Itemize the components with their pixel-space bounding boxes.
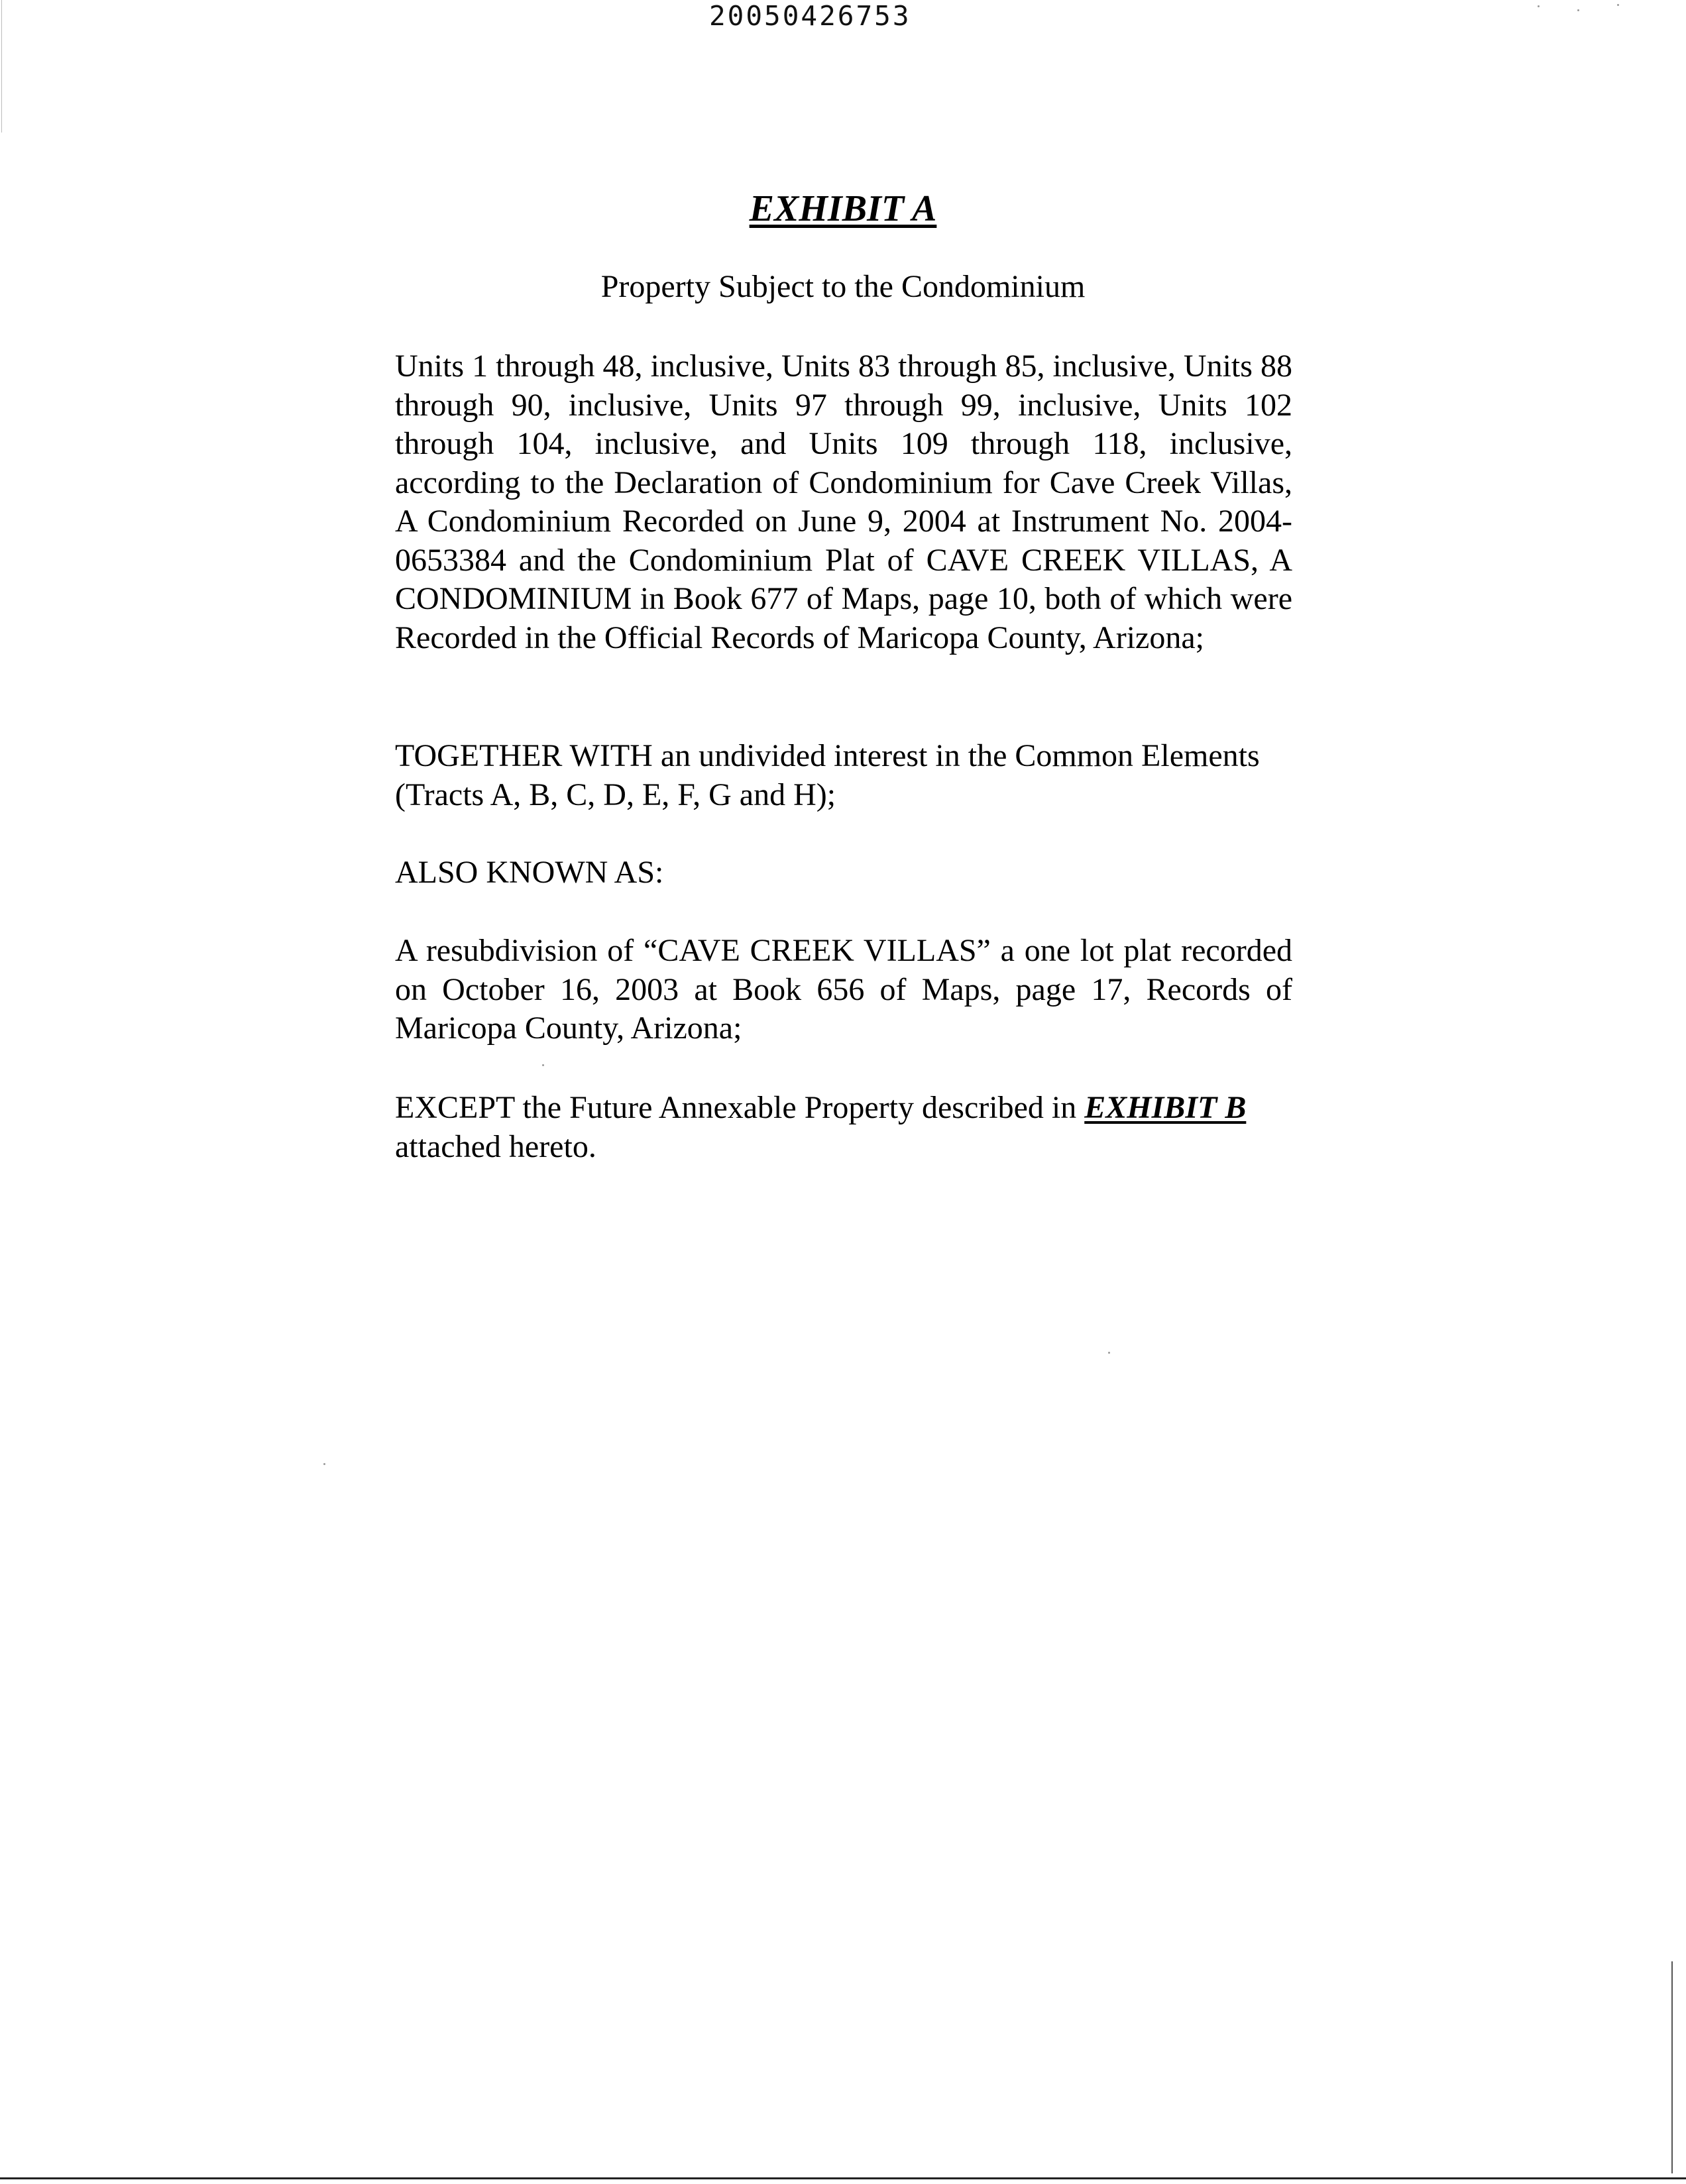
exhibit-subtitle: Property Subject to the Condominium bbox=[600, 269, 1086, 304]
together-with-paragraph bbox=[395, 737, 1336, 814]
units-paragraph: Units 1 through 48, inclusive, Units 83 through 85, inclusive, Units 88 through 90, inclusive, Units 97 through 99, inclusive, Units 102 through 104, inclusive, and Units 109 through 118, inclusive, according to the Declaration of Condominium for Cave Creek Villas, A Condominium Recorded on June 9, 2004 at Instrument No. 2004-0653384 and the Condominium Plat of CAVE CREEK VILLAS, A CONDOMINIUM in Book 677 of Maps, page 10, both of which were Recorded in the Official Records of Maricopa County, Arizona; bbox=[395, 349, 1292, 655]
scan-speck bbox=[1108, 1352, 1110, 1354]
except-suffix: attached hereto. bbox=[395, 1128, 596, 1164]
scan-speck bbox=[542, 1064, 544, 1066]
scan-speck bbox=[1617, 4, 1619, 6]
together-with-line-2: (Tracts A, B, C, D, E, F, G and H); bbox=[395, 777, 836, 812]
scan-right-edge-line bbox=[1671, 1961, 1673, 2173]
exhibit-b-reference: EXHIBIT B bbox=[1084, 1090, 1247, 1125]
document-number: 20050426753 bbox=[709, 0, 911, 32]
exhibit-title: EXHIBIT A bbox=[749, 188, 937, 229]
except-paragraph bbox=[395, 1089, 1292, 1166]
scan-bottom-edge-line bbox=[0, 2177, 1686, 2179]
scan-speck bbox=[1538, 5, 1540, 7]
resubdivision-paragraph: A resubdivision of “CAVE CREEK VILLAS” a one lot plat recorded on October 16, 2003 at Book 656 of Maps, page 17, Records of Maricopa County, Arizona; bbox=[395, 933, 1292, 1046]
except-prefix: EXCEPT the Future Annexable Property described in bbox=[395, 1090, 1085, 1125]
scan-speck bbox=[1577, 9, 1579, 11]
scan-left-edge-line bbox=[1, 0, 2, 133]
scan-speck bbox=[323, 1463, 325, 1465]
together-with-line-1: TOGETHER WITH an undivided interest in the Common Elements bbox=[395, 738, 1260, 773]
also-known-as-heading: ALSO KNOWN AS: bbox=[395, 855, 664, 890]
